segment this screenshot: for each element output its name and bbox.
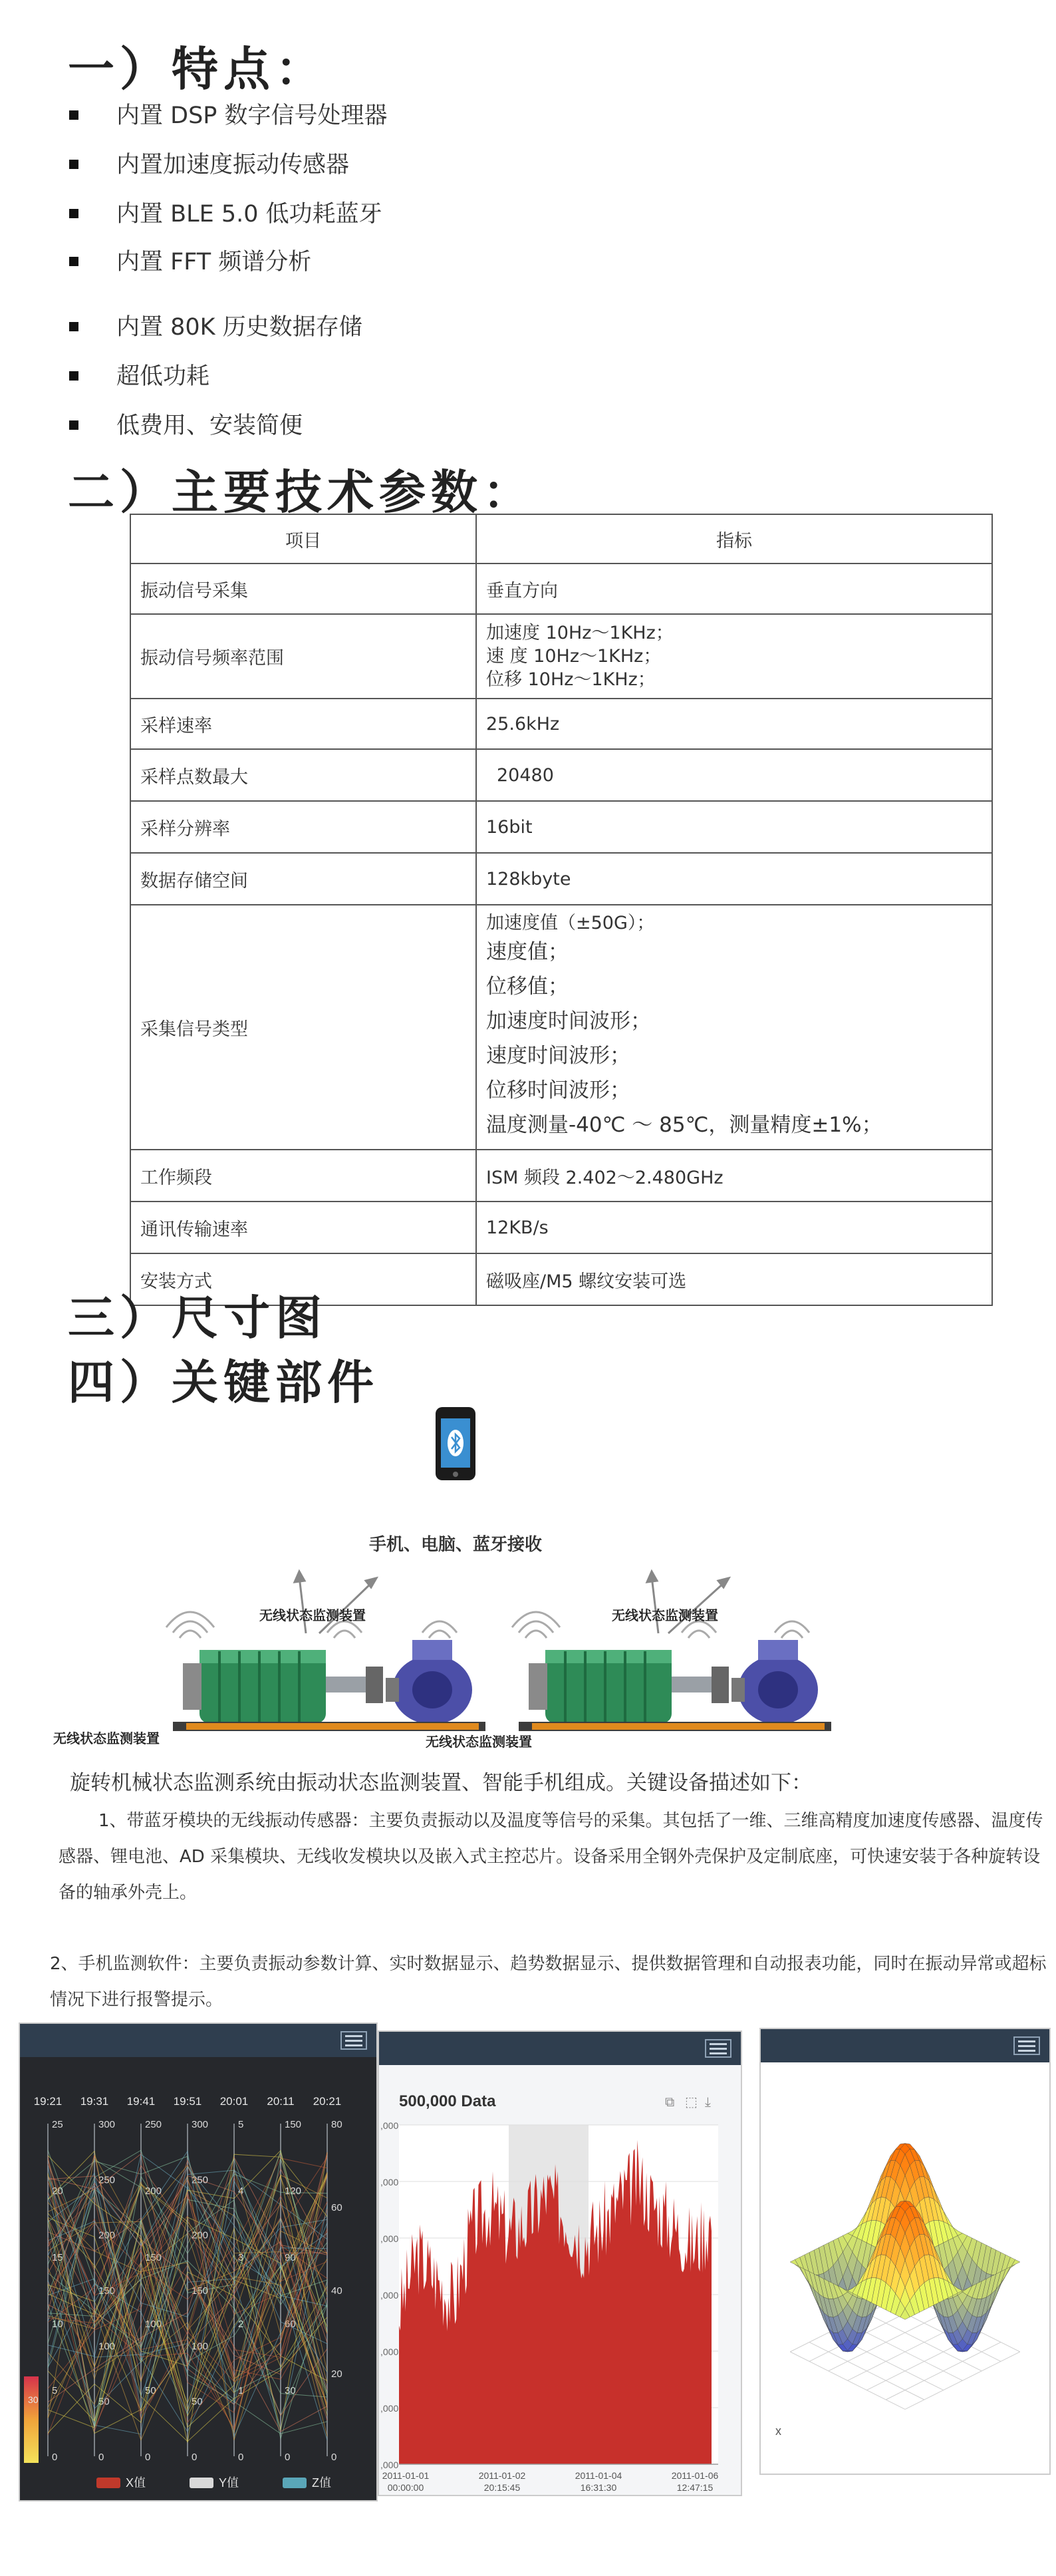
device-label: 无线状态监测装置 (426, 1735, 532, 1750)
legend-label: X值 (126, 2476, 146, 2490)
row-value: 16bit (476, 801, 992, 853)
table-row (130, 699, 992, 749)
feature-item: 超低功耗 (116, 363, 210, 390)
system-diagram (53, 1404, 838, 1763)
motor-pump-unit (173, 1640, 485, 1731)
tick-label: 40 (331, 2285, 342, 2297)
tick-label: 300 (192, 2119, 209, 2130)
axis-time-label: 19:51 (173, 2095, 202, 2108)
legend-label: Z值 (312, 2476, 331, 2490)
axis-time-label: 19:21 (33, 2095, 63, 2108)
value-line: 加速度时间波形； (486, 1009, 651, 1034)
row-item: 采样分辨率 (130, 801, 476, 853)
bullet-icon (69, 371, 78, 381)
y-tick-label: ,000 (380, 2346, 399, 2357)
tick-label: 120 (285, 2185, 302, 2197)
tick-label: 300 (98, 2119, 116, 2130)
row-item: 采集信号类型 (130, 905, 476, 1150)
tick-label: 10 (52, 2319, 63, 2330)
surface-screen (759, 2028, 1051, 2475)
parallel-screen (19, 2022, 378, 2501)
bullet-icon (69, 257, 78, 266)
row-item: 工作频段 (130, 1150, 476, 1202)
bullet-icon (69, 420, 78, 430)
bullet-icon (69, 160, 78, 169)
tick-label: 20 (52, 2185, 63, 2197)
feature-item: 内置 FFT 频谱分析 (116, 249, 312, 275)
row-value: ISM 频段 2.402～2.480GHz (476, 1150, 992, 1202)
tick-label: 20 (331, 2368, 342, 2380)
value-line: 位移 10Hz～1KHz； (486, 669, 656, 691)
row-item: 通讯传输速率 (130, 1202, 476, 1253)
tick-label: 30 (285, 2385, 296, 2396)
row-item: 振动信号采集 (130, 564, 476, 614)
spec-table (130, 514, 993, 1306)
tick-label: 5 (52, 2385, 58, 2396)
tick-label: 100 (192, 2340, 209, 2352)
tick-label: 0 (98, 2452, 104, 2463)
components-title: 四）关键部件 (68, 1355, 379, 1410)
value-line: 位移时间波形； (486, 1078, 630, 1103)
area-chart (379, 2065, 741, 2495)
row-item: 采样速率 (130, 699, 476, 749)
x-tick-label: 2011-01-06 (671, 2470, 719, 2481)
table-row (130, 1202, 992, 1253)
dimensions-title: 三）尺寸图 (68, 1290, 327, 1345)
menu-icon[interactable] (705, 2039, 731, 2058)
row-item: 采样点数最大 (130, 749, 476, 801)
row-value: 20480 (476, 749, 992, 801)
legend-swatch (190, 2478, 213, 2488)
header-value: 指标 (476, 514, 992, 564)
toolbar-icon: ⧉ (665, 2094, 675, 2110)
tick-label: 100 (98, 2340, 116, 2352)
menu-icon[interactable] (340, 2031, 367, 2050)
toolbar-icon: ⬚ (685, 2094, 698, 2110)
table-row (130, 801, 992, 853)
x-tick-label: 00:00:00 (387, 2482, 424, 2493)
tick-label: 1 (238, 2385, 244, 2396)
table-row (130, 564, 992, 614)
row-value: 磁吸座/M5 螺纹安装可选 (476, 1253, 992, 1305)
x-tick-label: 2011-01-04 (575, 2470, 622, 2481)
value-line: 速度值； (486, 940, 569, 965)
y-tick-label: ,000 (380, 2177, 399, 2187)
row-item: 安装方式 (130, 1253, 476, 1305)
menu-icon[interactable] (1013, 2036, 1040, 2055)
value-line: 速度时间波形； (486, 1044, 630, 1068)
toolbar-icon: ⤓ (705, 2094, 711, 2110)
tick-label: 0 (238, 2452, 244, 2463)
tick-label: 250 (145, 2119, 162, 2130)
link-arrows (295, 1571, 729, 1633)
tick-label: 50 (98, 2396, 110, 2408)
item1-text: 1、带蓝牙模块的无线振动传感器：主要负责振动以及温度等信号的采集。其包括了一维、三维高精度加速度传感器、温度传感器、锂电池、AD 采集模块、无线收发模块以及嵌入式主控芯片。设备采用全钢外壳保护及定制底座，可快速安装于各种旋转设备的轴承外壳上。 (59, 1811, 1043, 1903)
value-line: 位移值； (486, 975, 569, 999)
tick-label: 250 (192, 2174, 209, 2186)
tick-label: 0 (331, 2452, 337, 2463)
tick-label: 2 (238, 2319, 244, 2330)
parallel-chart (20, 2057, 376, 2500)
bullet-icon (69, 209, 78, 218)
table-row (130, 614, 992, 699)
app-header (20, 2024, 376, 2057)
feature-item: 内置 DSP 数字信号处理器 (116, 102, 388, 129)
tick-label: 150 (192, 2285, 209, 2297)
specs-title: 二）主要技术参数： (68, 464, 535, 520)
spec-table-header (130, 514, 992, 564)
tick-label: 0 (145, 2452, 151, 2463)
item2-text: 2、手机监测软件：主要负责振动参数计算、实时数据显示、趋势数据显示、提供数据管理和自动报表功能，同时在振动异常或超标情况下进行报警提示。 (50, 1954, 1047, 2010)
axis-time-label: 19:31 (80, 2095, 109, 2108)
y-tick-label: ,000 (380, 2403, 399, 2414)
tick-label: 200 (145, 2185, 162, 2197)
surface-chart (761, 2062, 1049, 2474)
intro-text: 旋转机械状态监测系统由振动状态监测装置、智能手机组成。关键设备描述如下： (70, 1771, 812, 1795)
x-tick-label: 20:15:45 (483, 2482, 521, 2493)
scale-max-label: 30 (28, 2394, 39, 2405)
bullet-icon (69, 322, 78, 331)
legend-label: Y值 (219, 2476, 239, 2490)
row-value (476, 614, 992, 699)
app-header (379, 2032, 741, 2065)
x-tick-label: 12:47:15 (676, 2482, 714, 2493)
tick-label: 0 (285, 2452, 291, 2463)
legend-swatch (283, 2478, 307, 2488)
tick-label: 200 (98, 2229, 116, 2241)
feature-item: 内置 BLE 5.0 低功耗蓝牙 (116, 201, 382, 228)
table-row (130, 853, 992, 905)
y-tick-label: ,000 (380, 2460, 399, 2470)
tick-label: 150 (285, 2119, 302, 2130)
value-line: 速 度 10Hz～1KHz； (486, 646, 662, 667)
tick-label: 100 (145, 2319, 162, 2330)
header-item: 项目 (130, 514, 476, 564)
area-screen (378, 2030, 742, 2496)
tick-label: 50 (145, 2385, 156, 2396)
table-row (130, 1150, 992, 1202)
receiver-label: 手机、电脑、蓝牙接收 (368, 1534, 543, 1554)
tick-label: 60 (285, 2319, 296, 2330)
legend-swatch (96, 2478, 120, 2488)
device-label: 无线状态监测装置 (259, 1609, 366, 1623)
row-value: 垂直方向 (476, 564, 992, 614)
axis-label: x (775, 2424, 781, 2438)
axis-time-label: 20:11 (267, 2095, 295, 2108)
tick-label: 25 (52, 2119, 63, 2130)
tick-label: 50 (192, 2396, 203, 2408)
row-value: 25.6kHz (476, 699, 992, 749)
x-tick-label: 16:31:30 (580, 2482, 617, 2493)
tick-label: 90 (285, 2252, 296, 2263)
phone-icon (436, 1407, 475, 1480)
tick-label: 0 (52, 2452, 58, 2463)
tick-label: 60 (331, 2202, 342, 2213)
tick-label: 80 (331, 2119, 342, 2130)
tick-label: 150 (145, 2252, 162, 2263)
tick-label: 150 (98, 2285, 116, 2297)
table-row (130, 905, 992, 1150)
features-title: 一）特点： (68, 41, 327, 96)
tick-label: 250 (98, 2174, 116, 2186)
row-value: 12KB/s (476, 1202, 992, 1253)
row-item: 振动信号频率范围 (130, 614, 476, 699)
row-value (476, 905, 992, 1150)
app-header (761, 2029, 1049, 2062)
value-line: 温度测量-40℃ ～ 85℃，测量精度±1%； (486, 1113, 882, 1138)
axis-time-label: 19:41 (126, 2095, 156, 2108)
feature-item: 内置 80K 历史数据存储 (116, 314, 362, 341)
chart-title: 500,000 Data (399, 2092, 496, 2110)
color-scale (24, 2376, 39, 2463)
bullet-icon (69, 110, 78, 120)
row-value: 128kbyte (476, 853, 992, 905)
feature-item: 内置加速度振动传感器 (116, 152, 350, 178)
tick-label: 15 (52, 2252, 63, 2263)
y-tick-label: ,000 (380, 2233, 399, 2244)
axis-time-label: 20:21 (313, 2095, 342, 2108)
device-label: 无线状态监测装置 (612, 1609, 718, 1623)
tick-label: 200 (192, 2229, 209, 2241)
tick-label: 3 (238, 2252, 244, 2263)
x-tick-label: 2011-01-01 (382, 2470, 430, 2481)
y-tick-label: ,000 (380, 2120, 399, 2131)
table-row (130, 749, 992, 801)
tick-label: 5 (238, 2119, 244, 2130)
device-label: 无线状态监测装置 (53, 1732, 160, 1746)
y-tick-label: ,000 (380, 2290, 399, 2301)
motor-pump-unit (519, 1640, 831, 1731)
value-line: 加速度 10Hz～1KHz； (486, 623, 674, 643)
tick-label: 0 (192, 2452, 198, 2463)
tick-label: 4 (238, 2185, 244, 2197)
axis-time-label: 20:01 (219, 2095, 249, 2108)
value-line: 加速度值（±50G）； (486, 913, 655, 934)
row-item: 数据存储空间 (130, 853, 476, 905)
x-tick-label: 2011-01-02 (478, 2470, 526, 2481)
feature-item: 低费用、安装简便 (116, 412, 303, 439)
